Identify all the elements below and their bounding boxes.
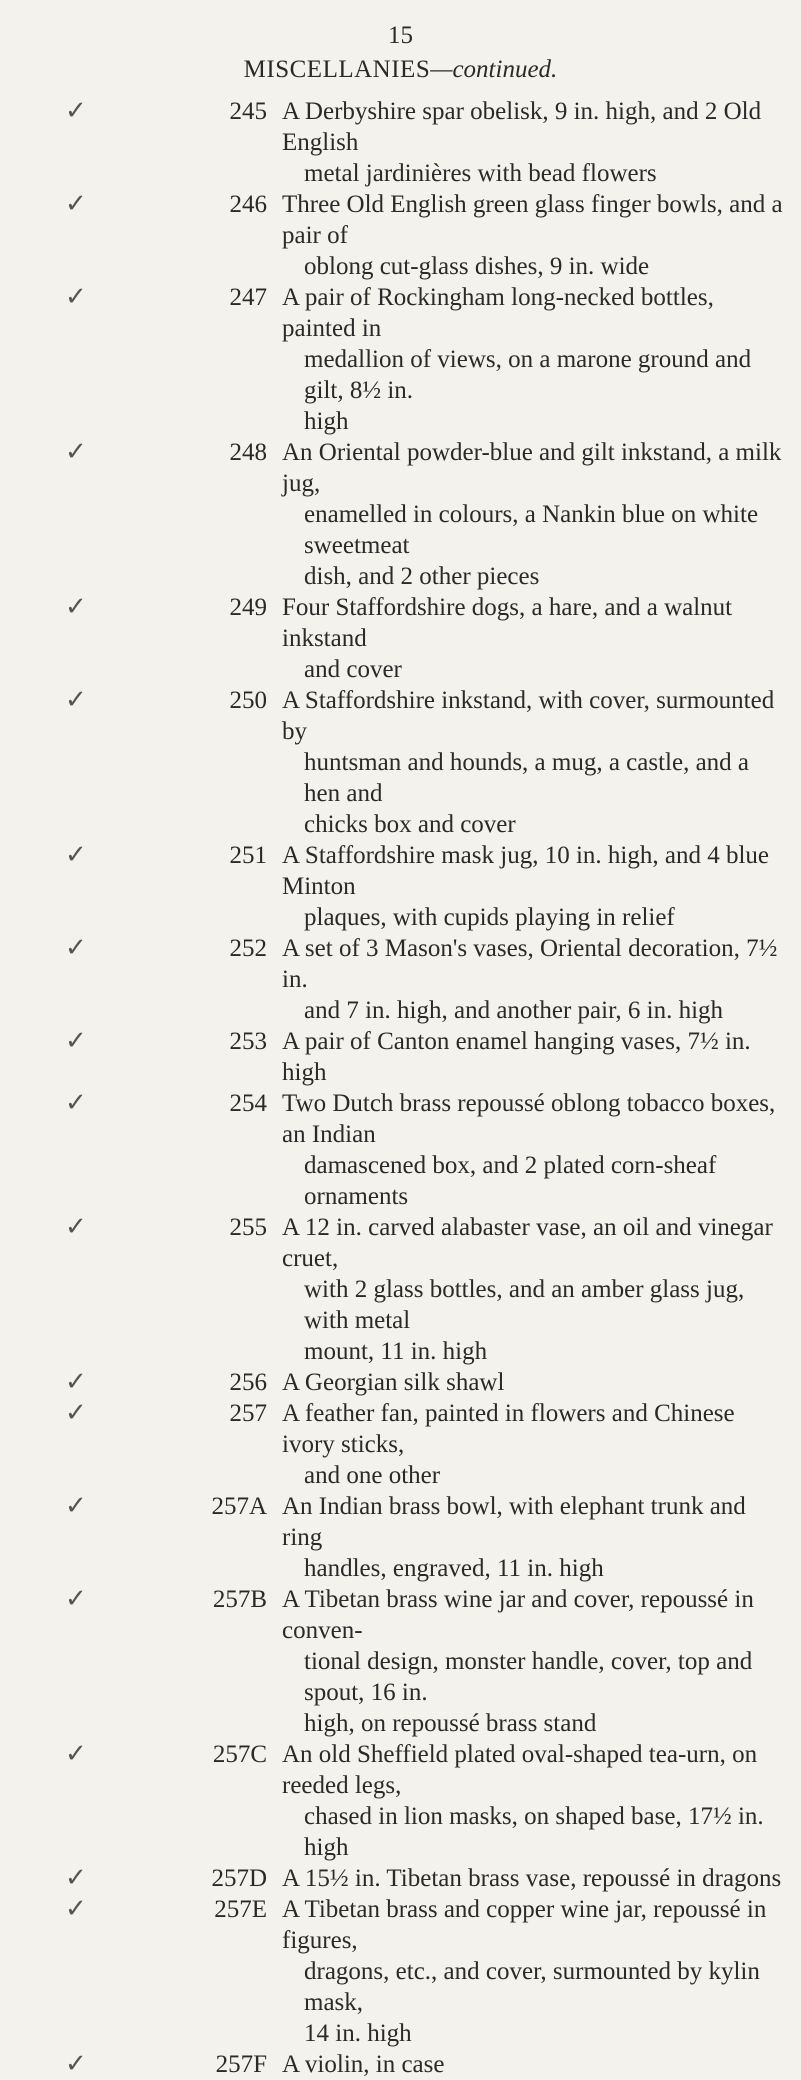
lot-description [282, 840, 787, 933]
description-line: Two Dutch brass repoussé oblong tobacco boxes, an Indian [282, 1090, 776, 1148]
lot-number: 257F [215, 2051, 267, 2078]
lot-entry [0, 1367, 801, 1398]
description-line: A Derbyshire spar obelisk, 9 in. high, and 2 Old English [282, 98, 762, 156]
lot-description [282, 1584, 787, 1739]
lot-number: 257 [229, 1400, 267, 1427]
lot-entry [0, 437, 801, 592]
lot-entry [0, 189, 801, 282]
description-line: An Indian brass bowl, with elephant trunk and ring [282, 1493, 746, 1551]
tick-mark-icon: ✓ [65, 282, 87, 312]
description-line: and one other [304, 1462, 441, 1489]
description-line: metal jardinières with bead flowers [304, 160, 657, 187]
lot-entry [0, 1088, 801, 1212]
tick-mark-icon: ✓ [65, 1491, 87, 1521]
lot-number: 257D [211, 1865, 267, 1892]
lot-entry [0, 1739, 801, 1863]
lot-description [282, 189, 787, 282]
description-line: medallion of views, on a marone ground and gilt, 8½ in. [304, 346, 752, 404]
lot-number: 257A [211, 1493, 267, 1520]
lot-number: 251 [229, 842, 267, 869]
lot-description [282, 933, 787, 1026]
lot-entry [0, 1491, 801, 1584]
description-line: A Tibetan brass wine jar and cover, repoussé in conven- [282, 1586, 754, 1644]
description-line: A violin, in case [282, 2051, 445, 2078]
lot-number: 257B [212, 1586, 267, 1613]
section-heading [0, 56, 801, 84]
description-line: huntsman and hounds, a mug, a castle, and a hen and [304, 749, 750, 807]
lot-number: 245 [229, 98, 267, 125]
lot-number: 254 [229, 1090, 267, 1117]
tick-mark-icon: ✓ [65, 96, 87, 126]
lot-entry [0, 1894, 801, 2049]
page-number: 15 [388, 22, 413, 49]
description-line: A 15½ in. Tibetan brass vase, repoussé in dragons [282, 1865, 782, 1892]
description-line: Three Old English green glass finger bowls, and a pair of [282, 191, 783, 249]
lot-description [282, 1863, 787, 1894]
lot-entry [0, 592, 801, 685]
description-line: An Oriental powder-blue and gilt inkstand, a milk jug, [282, 439, 782, 497]
tick-mark-icon: ✓ [65, 1212, 87, 1242]
tick-mark-icon: ✓ [65, 189, 87, 219]
lot-description [282, 1491, 787, 1584]
lot-number: 246 [229, 191, 267, 218]
description-line: and cover [304, 656, 402, 683]
description-line: A set of 3 Mason's vases, Oriental decoration, 7½ in. [282, 935, 778, 993]
lot-description [282, 1398, 787, 1491]
tick-mark-icon: ✓ [65, 1739, 87, 1769]
description-line: plaques, with cupids playing in relief [304, 904, 675, 931]
description-line: mount, 11 in. high [304, 1338, 488, 1365]
description-line: oblong cut-glass dishes, 9 in. wide [304, 253, 650, 280]
lot-description [282, 282, 787, 437]
lot-number: 256 [229, 1369, 267, 1396]
lot-description [282, 685, 787, 840]
lot-number: 253 [229, 1028, 267, 1055]
description-line: 14 in. high [304, 2020, 412, 2047]
lot-description [282, 1739, 787, 1863]
lot-description [282, 1026, 787, 1088]
description-line: An old Sheffield plated oval-shaped tea-urn, on reeded legs, [282, 1741, 758, 1799]
description-line: A pair of Rockingham long-necked bottles, painted in [282, 284, 714, 342]
lot-number: 249 [229, 594, 267, 621]
heading-suffix: —continued. [430, 56, 558, 83]
description-line: A Tibetan brass and copper wine jar, repoussé in figures, [282, 1896, 767, 1954]
lot-number: 255 [229, 1214, 267, 1241]
lot-entry [0, 96, 801, 189]
tick-mark-icon: ✓ [65, 1584, 87, 1614]
description-line: enamelled in colours, a Nankin blue on white sweetmeat [304, 501, 759, 559]
lot-entry [0, 1863, 801, 1894]
lot-entry [0, 685, 801, 840]
description-line: tional design, monster handle, cover, top and spout, 16 in. [304, 1648, 753, 1706]
description-line: dish, and 2 other pieces [304, 563, 540, 590]
lot-description [282, 437, 787, 592]
description-line: handles, engraved, 11 in. high [304, 1555, 604, 1582]
lot-entry [0, 1026, 801, 1088]
lot-number: 252 [229, 935, 267, 962]
description-line: chased in lion masks, on shaped base, 17½ in. high [304, 1803, 764, 1861]
lot-description [282, 1088, 787, 1212]
description-line: Four Staffordshire dogs, a hare, and a walnut inkstand [282, 594, 733, 652]
tick-mark-icon: ✓ [65, 1863, 87, 1893]
lot-number: 248 [229, 439, 267, 466]
description-line: with 2 glass bottles, and an amber glass jug, with metal [304, 1276, 745, 1334]
lot-description [282, 1212, 787, 1367]
lot-entry [0, 1398, 801, 1491]
description-line: A Staffordshire mask jug, 10 in. high, and 4 blue Minton [282, 842, 769, 900]
lot-number: 257E [214, 1896, 267, 1923]
tick-mark-icon: ✓ [65, 1398, 87, 1428]
description-line: A feather fan, painted in flowers and Chinese ivory sticks, [282, 1400, 735, 1458]
lot-entry [0, 1584, 801, 1739]
tick-mark-icon: ✓ [65, 592, 87, 622]
tick-mark-icon: ✓ [65, 2049, 87, 2079]
description-line: and 7 in. high, and another pair, 6 in. high [304, 997, 724, 1024]
lot-entry [0, 1212, 801, 1367]
tick-mark-icon: ✓ [65, 685, 87, 715]
tick-mark-icon: ✓ [65, 1894, 87, 1924]
description-line: chicks box and cover [304, 811, 516, 838]
description-line: dragons, etc., and cover, surmounted by kylin mask, [304, 1958, 760, 2016]
lot-number: 250 [229, 687, 267, 714]
tick-mark-icon: ✓ [65, 1088, 87, 1118]
tick-mark-icon: ✓ [65, 1367, 87, 1397]
lot-description [282, 96, 787, 189]
description-line: A pair of Canton enamel hanging vases, 7½ in. high [282, 1028, 751, 1086]
heading-main: MISCELLANIES [243, 56, 431, 83]
lot-number: 247 [229, 284, 267, 311]
description-line: A Georgian silk shawl [282, 1369, 505, 1396]
tick-mark-icon: ✓ [65, 1026, 87, 1056]
tick-mark-icon: ✓ [65, 933, 87, 963]
lot-description [282, 1894, 787, 2049]
description-line: A Staffordshire inkstand, with cover, surmounted by [282, 687, 775, 745]
description-line: A 12 in. carved alabaster vase, an oil and vinegar cruet, [282, 1214, 773, 1272]
lot-entry [0, 840, 801, 933]
lot-entry [0, 2049, 801, 2080]
description-line: high [304, 408, 349, 435]
lot-number: 257C [212, 1741, 267, 1768]
lot-description [282, 592, 787, 685]
lot-entry [0, 282, 801, 437]
tick-mark-icon: ✓ [65, 437, 87, 467]
lot-description [282, 2049, 787, 2080]
description-line: high, on repoussé brass stand [304, 1710, 597, 1737]
lot-list [0, 96, 801, 2080]
description-line: damascened box, and 2 plated corn-sheaf ornaments [304, 1152, 717, 1210]
lot-entry [0, 933, 801, 1026]
lot-description [282, 1367, 787, 1398]
tick-mark-icon: ✓ [65, 840, 87, 870]
